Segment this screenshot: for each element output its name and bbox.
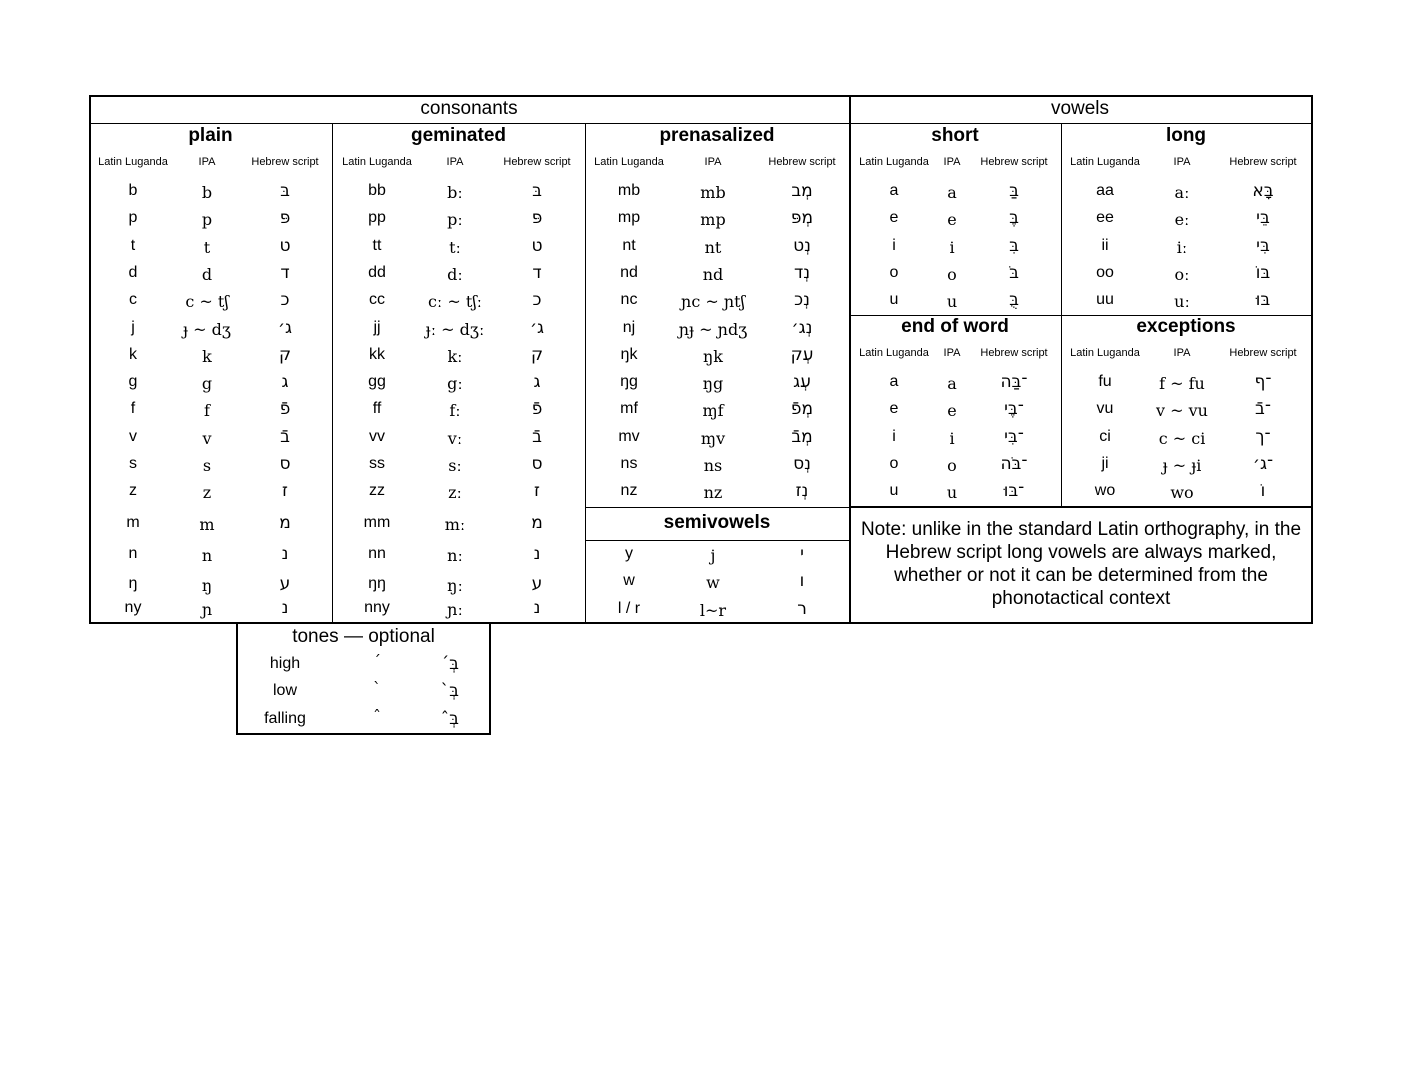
prenasalized-row-latin: nj [622,318,636,336]
plain-row-hebrew: בֿ [280,426,290,447]
plain-row-hebrew: מ [279,513,291,533]
rule-line [1311,95,1313,623]
prenasalized-row-ipa: nt [704,237,722,257]
long-header: long [1165,125,1207,146]
geminated-row-latin: cc [369,291,385,309]
prenasalized-header: prenasalized [659,125,775,146]
end_of_word-row-latin: a [889,373,899,390]
long-row-hebrew: בּוּ [1255,290,1271,311]
plain-row-latin: s [129,455,137,472]
geminated-row-latin: mm [363,514,391,531]
geminated-row-hebrew: ס [531,454,543,474]
geminated-row-latin: vv [369,427,385,445]
exceptions-row-ipa: ɟ ~ ɟi [1162,455,1202,475]
geminated-row-latin: zz [369,482,385,500]
tones-row-name: high [269,655,301,672]
exceptions-col-label-hebrew: Hebrew script [1229,347,1297,359]
semivowels-row-hebrew: ו [799,571,805,592]
prenasalized-col-label-latin: Latin Luganda [594,156,664,168]
plain-row-ipa: d [201,264,213,284]
end_of_word-row-ipa: e [947,401,957,421]
geminated-row-hebrew: ד [532,262,542,283]
end_of_word-row-latin: e [889,400,899,418]
geminated-row-latin: nn [368,544,386,562]
short-col-label-latin: Latin Luganda [859,156,929,168]
prenasalized-col-label-hebrew: Hebrew script [768,156,836,168]
long-row-latin: ii [1101,236,1109,254]
short-row-ipa: a [947,183,957,202]
semivowels-row-ipa: w [706,573,720,593]
geminated-row-ipa: pː [447,210,463,230]
geminated-row-ipa: ŋː [447,576,463,595]
prenasalized-row-latin: ns [620,455,638,472]
plain-row-hebrew: ע [279,574,291,594]
end_of_word-row-ipa: a [947,374,957,393]
plain-row-latin: v [129,427,137,445]
end_of_word-row-hebrew: ־בּוּ [1003,481,1025,502]
geminated-row-ipa: mː [444,515,466,534]
long-row-ipa: oː [1174,264,1190,284]
short-row-hebrew: בַּ [1009,181,1019,201]
long-row-latin: aa [1096,182,1114,199]
tones-row-mark: ˆ [373,706,381,726]
prenasalized-row-hebrew: נְכ [794,290,810,311]
plain-row-hebrew: נ [281,543,289,564]
prenasalized-row-latin: nt [622,236,636,254]
geminated-row-ipa: dː [447,264,463,284]
plain-row-hebrew: ז [282,481,288,502]
plain-row-ipa: n [201,545,213,565]
prenasalized-row-latin: ŋg [620,373,638,391]
exceptions-row-latin: fu [1098,373,1112,390]
plain-row-hebrew: פֿ [279,399,291,420]
long-col-label-ipa: IPA [1173,156,1191,168]
long-col-label-latin: Latin Luganda [1070,156,1140,168]
long-row-hebrew: בִּי [1256,235,1270,256]
geminated-row-hebrew: ק [530,344,544,365]
tones-row-name: low [272,682,297,700]
plain-row-latin: b [128,182,138,199]
plain-row-latin: m [126,514,140,531]
geminated-row-latin: gg [368,373,386,391]
plain-row-hebrew: נ [281,598,289,618]
semivowels-row-hebrew: ר [797,598,807,619]
prenasalized-row-ipa: mp [700,210,726,230]
exceptions-row-latin: ji [1101,454,1109,472]
plain-row-latin: t [130,236,136,254]
plain-row-latin: ŋ [128,575,138,592]
geminated-row-ipa: ɟː ~ dʒː [425,319,485,339]
prenasalized-row-hebrew: נְג׳ [791,317,813,338]
plain-row-latin: j [131,318,135,336]
geminated-row-latin: nny [364,599,390,616]
short-col-label-ipa: IPA [943,156,961,168]
tones-row-hebrew: בְּ̀ [449,681,459,702]
rule-line [585,507,849,508]
end_of_word-row-latin: u [889,482,899,500]
short-row-hebrew: בִּ [1009,235,1019,256]
end_of_word-row-latin: o [889,454,899,472]
semivowels-header: semivowels [663,512,771,533]
long-row-hebrew: בָּא [1252,181,1274,201]
plain-row-ipa: z [202,483,212,503]
prenasalized-row-latin: mp [617,209,641,227]
semivowels-row-latin: w [623,572,635,590]
long-row-latin: oo [1096,263,1114,281]
geminated-row-latin: kk [369,345,385,363]
consonants-header: consonants [420,98,518,119]
geminated-row-hebrew: בֿ [532,426,542,447]
prenasalized-row-latin: nz [620,482,638,500]
prenasalized-col-label-ipa: IPA [704,156,722,168]
geminated-row-ipa: bː [447,183,463,202]
plain-row-latin: ny [124,599,142,616]
tones-header: tones — optional [292,626,435,647]
exceptions-header: exceptions [1136,316,1236,337]
exceptions-col-label-latin: Latin Luganda [1070,347,1140,359]
plain-row-latin: p [128,209,138,227]
prenasalized-row-hebrew: מְפֿ [790,399,814,420]
rule-line [236,733,491,735]
geminated-row-latin: ff [372,400,382,418]
prenasalized-row-latin: mb [617,182,641,199]
geminated-row-hebrew: פּ [531,208,543,229]
exceptions-row-hebrew: ־ף [1254,372,1272,392]
geminated-header: geminated [410,125,507,146]
geminated-row-hebrew: בּ [532,181,542,201]
geminated-row-latin: ss [369,455,385,472]
prenasalized-row-hebrew: נְט [793,235,811,256]
end_of_word-col-label-hebrew: Hebrew script [980,347,1048,359]
prenasalized-row-latin: nd [620,263,638,281]
plain-row-hebrew: כ [280,290,290,311]
plain-row-ipa: s [202,456,212,475]
exceptions-row-ipa: v ~ vu [1156,401,1208,421]
plain-row-ipa: b [201,183,213,202]
prenasalized-row-hebrew: נְז [795,481,809,502]
short-row-hebrew: בֶּ [1009,208,1019,229]
rule-line [849,506,1311,508]
plain-row-latin: f [130,400,136,418]
geminated-row-hebrew: נ [533,543,541,564]
plain-row-latin: z [129,482,137,500]
long-row-ipa: iː [1176,237,1188,257]
plain-row-hebrew: ג׳ [277,317,293,338]
prenasalized-row-latin: nc [620,291,638,309]
prenasalized-row-hebrew: נְס [793,454,811,474]
rule-line [89,95,1313,97]
semivowels-row-hebrew: י [800,544,804,564]
short-row-latin: o [889,263,899,281]
long-col-label-hebrew: Hebrew script [1229,156,1297,168]
exceptions-col-label-ipa: IPA [1173,347,1191,359]
geminated-row-hebrew: פֿ [531,399,543,420]
geminated-row-hebrew: מ [531,513,543,533]
short-col-label-hebrew: Hebrew script [980,156,1048,168]
short-row-latin: e [889,209,899,227]
plain-row-ipa: v [202,428,212,448]
long-row-ipa: aː [1174,183,1190,202]
short-row-ipa: u [946,292,958,312]
end_of_word-row-hebrew: ־בֶּי [1004,399,1024,420]
geminated-row-hebrew: ט [531,235,543,256]
exceptions-row-hebrew: ־ך [1255,426,1271,447]
exceptions-row-hebrew: ־ג׳ [1252,453,1274,474]
plain-header: plain [188,125,233,146]
geminated-row-latin: jj [373,318,381,336]
tones-row-mark: ` [373,679,381,699]
end_of_word-row-ipa: u [946,483,958,503]
long-row-hebrew: בֵּי [1256,208,1270,229]
geminated-row-hebrew: כ [532,290,542,311]
short-row-latin: u [889,291,899,309]
vowels-header: vowels [1050,98,1110,119]
prenasalized-row-ipa: ɱv [700,428,726,448]
geminated-row-hebrew: ז [534,481,540,502]
prenasalized-row-hebrew: מְב [791,181,813,201]
long-row-ipa: eː [1174,210,1190,230]
prenasalized-row-hebrew: מְפּ [790,208,814,229]
prenasalized-row-ipa: nz [703,483,723,503]
end_of_word-row-hebrew: ־בִּי [1004,426,1024,447]
short-row-hebrew: בֹּ [1009,262,1019,283]
long-row-hebrew: בּוֹ [1255,262,1271,283]
plain-row-hebrew: ט [279,235,291,256]
geminated-row-ipa: zː [448,483,462,503]
plain-col-label-hebrew: Hebrew script [251,156,319,168]
end-of-word-header: end of word [901,316,1009,337]
long-row-latin: uu [1096,291,1114,309]
plain-row-ipa: ɲ [201,600,213,619]
geminated-row-ipa: cː ~ tʃː [427,292,483,312]
plain-row-hebrew: ק [278,344,292,365]
end_of_word-row-hebrew: ־בֹּה [1000,453,1028,474]
tones-row-name: falling [264,709,306,727]
geminated-row-ipa: sː [448,456,462,475]
prenasalized-row-ipa: ɲc ~ ɲtʃ [681,292,745,312]
exceptions-row-latin: vu [1096,400,1114,418]
end_of_word-row-hebrew: ־בַּה [1000,372,1028,392]
plain-row-latin: g [128,373,138,391]
geminated-row-ipa: kː [447,346,463,366]
plain-row-latin: c [129,291,137,309]
prenasalized-row-hebrew: נְד [793,262,811,283]
short-row-latin: a [889,182,899,199]
exceptions-row-hebrew: ־בֿ [1255,399,1271,420]
plain-row-latin: n [128,544,138,562]
prenasalized-row-ipa: ŋk [703,346,723,366]
geminated-col-label-hebrew: Hebrew script [503,156,571,168]
tones-row-hebrew: בְּ́ [449,654,459,674]
exceptions-row-ipa: c ~ ci [1158,428,1206,448]
prenasalized-row-ipa: nd [702,264,724,284]
plain-row-ipa: p [201,210,213,230]
end_of_word-row-latin: i [892,427,896,445]
plain-row-hebrew: פּ [279,208,291,229]
plain-row-ipa: ɟ ~ dʒ [183,319,231,339]
tones-row-hebrew: בְּ̂ [449,708,459,729]
geminated-row-ipa: nː [447,545,463,565]
tones-row-mark: ´ [373,652,381,671]
prenasalized-row-hebrew: מְבֿ [791,426,813,447]
plain-col-label-ipa: IPA [198,156,216,168]
plain-row-ipa: f [204,401,210,421]
plain-row-latin: k [129,345,137,363]
geminated-row-ipa: fː [449,401,461,421]
plain-row-hebrew: ס [279,454,291,474]
geminated-row-hebrew: נ [533,598,541,618]
geminated-row-ipa: tː [449,237,461,257]
end_of_word-col-label-ipa: IPA [943,347,961,359]
semivowels-row-latin: y [625,545,633,562]
prenasalized-row-ipa: ɱf [702,401,724,421]
rule-line [89,123,1311,124]
short-row-ipa: e [947,210,957,230]
plain-row-hebrew: ג [281,372,289,393]
plain-row-hebrew: בּ [280,181,290,201]
prenasalized-row-latin: mv [618,427,640,445]
long-row-latin: ee [1096,209,1114,227]
geminated-row-latin: tt [372,236,382,254]
plain-row-ipa: c ~ tʃ [185,292,229,312]
long-row-ipa: uː [1174,292,1190,312]
plain-row-hebrew: ד [280,262,290,283]
geminated-row-latin: ŋŋ [368,575,386,592]
orthography-note: Note: unlike in the standard Latin orthography, in the Hebrew script long vowels are always marked, whether or not it can be determined from the phonotactical context [860,519,1302,609]
geminated-row-ipa: vː [447,428,463,448]
short-row-ipa: i [949,237,955,257]
geminated-row-hebrew: ג׳ [529,317,545,338]
plain-row-ipa: ŋ [201,576,213,595]
prenasalized-row-ipa: ns [703,456,723,475]
end_of_word-row-ipa: o [947,455,957,475]
geminated-row-latin: pp [368,209,386,227]
plain-row-ipa: t [203,237,211,257]
prenasalized-row-latin: ŋk [620,345,638,363]
short-row-latin: i [892,236,896,254]
semivowels-row-ipa: j [710,546,716,565]
geminated-row-latin: bb [368,182,386,199]
end_of_word-row-ipa: i [949,428,955,448]
rule-line [585,540,849,541]
plain-col-label-latin: Latin Luganda [98,156,168,168]
prenasalized-row-ipa: mb [700,183,726,202]
short-header: short [931,125,979,146]
geminated-row-ipa: ɲː [447,600,463,619]
geminated-row-latin: dd [368,263,386,281]
prenasalized-row-hebrew: עְק [790,344,814,365]
short-row-hebrew: בֻּ [1009,290,1019,311]
exceptions-row-hebrew: וֹ [1260,481,1266,502]
geminated-col-label-ipa: IPA [446,156,464,168]
prenasalized-row-ipa: ɲɟ ~ ɲdʒ [678,319,748,339]
plain-row-ipa: k [202,346,212,366]
exceptions-row-ipa: wo [1170,483,1194,503]
short-row-ipa: o [947,264,957,284]
rule-line [89,622,1313,624]
semivowels-row-latin: l / r [617,599,641,617]
prenasalized-row-hebrew: עְג [793,372,811,393]
prenasalized-row-latin: mf [620,400,638,418]
geminated-row-hebrew: ג [533,372,541,393]
geminated-col-label-latin: Latin Luganda [342,156,412,168]
plain-row-latin: d [128,263,138,281]
plain-row-ipa: m [199,515,215,534]
plain-row-ipa: g [201,374,213,394]
exceptions-row-ipa: f ~ fu [1159,374,1205,393]
end_of_word-col-label-latin: Latin Luganda [859,347,929,359]
geminated-row-ipa: gː [447,374,463,394]
semivowels-row-ipa: l~r [699,600,727,620]
geminated-row-hebrew: ע [531,574,543,594]
exceptions-row-latin: wo [1094,482,1116,500]
prenasalized-row-ipa: ŋg [702,374,724,394]
exceptions-row-latin: ci [1099,427,1111,445]
